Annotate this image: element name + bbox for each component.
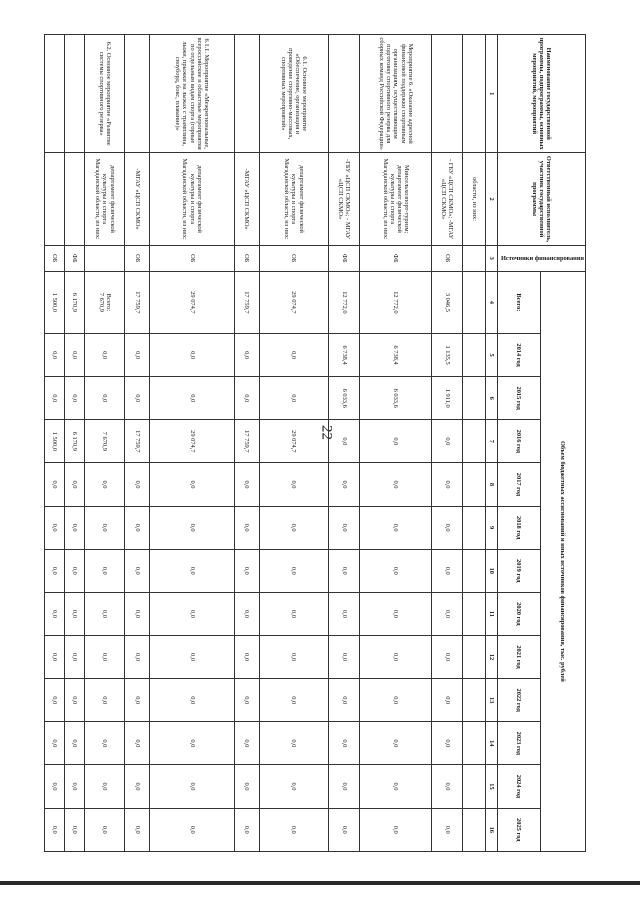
row-executor [65,153,85,245]
header-year: 2023 год [497,722,540,765]
row-year-value: 0,0 [432,635,463,678]
column-number-row [485,35,497,852]
row-year-value: 0,0 [65,808,85,851]
row-year-value: 0,0 [44,377,64,420]
row-year-value: 0,0 [235,635,260,678]
row-total [85,271,125,333]
row-year-value: 0,0 [125,765,150,808]
row-year-value: 0,0 [432,765,463,808]
row-year-value: 0,0 [329,679,360,722]
row-year-value: 17 759,7 [235,420,260,463]
row-year-value: 0,0 [65,377,85,420]
bottom-rule [0,881,640,885]
row-name [65,35,85,153]
header-year: 2025 год [497,808,540,851]
row-year-value: 0,0 [85,334,125,377]
row-year-value: 0,0 [360,679,432,722]
row-name: Мероприятие 6. «Оказание адресной финансовой поддержки спортивным организациям, осуществляющим подготовку спортивного резерва для сборных команд Российской Федерации» [360,35,432,153]
header-year: 2017 год [497,463,540,506]
row-year-value: 0,0 [235,765,260,808]
row-source: ФБ [360,245,432,271]
row-year-value: 0,0 [150,808,235,851]
row-name: 6.2. Основное мероприятие «Развитие системы спортивного резерва» [85,35,125,153]
row-year-value: 0,0 [85,506,125,549]
row-year-value: 0,0 [85,635,125,678]
row-name: 6.1. Основное мероприятие «Обеспечение, организация и проведение спортивно-массовых, спортивных мероприятий» [259,35,328,153]
row-year-value: 0,0 [259,722,328,765]
row-year-value: 0,0 [329,765,360,808]
row-name [125,35,150,153]
column-number: 15 [485,765,497,808]
table-row [44,35,64,852]
row-year-value: 0,0 [259,463,328,506]
row-year-value: 6 738,4 [329,334,360,377]
funding-table [44,34,586,852]
header-year: 2022 год [497,679,540,722]
row-source: ФБ [329,245,360,271]
row-year-value: 0,0 [235,377,260,420]
row-year-value: 0,0 [65,765,85,808]
page-number: 22 [318,425,335,440]
row-year-value: 6 170,9 [65,420,85,463]
row-year-value: 29 074,7 [150,420,235,463]
row-year-value [463,679,485,722]
row-year-value: 0,0 [44,679,64,722]
row-year-value: 0,0 [360,549,432,592]
row-year-value: 0,0 [150,463,235,506]
row-total: 3 046,5 [432,271,463,333]
row-year-value: 0,0 [125,377,150,420]
row-source: ФБ [65,245,85,271]
column-number: 16 [485,808,497,851]
row-year-value: 0,0 [150,377,235,420]
column-number: 7 [485,420,497,463]
table-row [463,35,485,852]
row-year-value: 0,0 [44,506,64,549]
header-source: Источники финансирования [497,245,585,271]
row-year-value: 0,0 [85,377,125,420]
row-year-value: 0,0 [329,506,360,549]
row-year-value: 0,0 [259,808,328,851]
table-row [150,35,235,852]
row-year-value: 0,0 [44,808,64,851]
row-year-value: 0,0 [360,765,432,808]
table-row [329,35,360,852]
row-total-value: 7 670,9 [97,292,105,312]
row-source: ОБ [150,245,235,271]
table-row [432,35,463,852]
row-name [329,35,360,153]
row-year-value: 0,0 [44,592,64,635]
row-year-value: 0,0 [44,765,64,808]
row-year-value: 0,0 [432,679,463,722]
row-year-value: 17 759,7 [125,420,150,463]
row-year-value: 0,0 [44,635,64,678]
row-year-value: 0,0 [150,549,235,592]
row-executor: департамент физической культуры и спорта Магаданской области, из них: [259,153,328,245]
table-row [259,35,328,852]
header-year: 2021 год [497,635,540,678]
row-year-value: 0,0 [235,549,260,592]
row-total: 29 074,7 [150,271,235,333]
row-year-value: 0,0 [235,506,260,549]
row-year-value: 0,0 [44,722,64,765]
row-year-value: 0,0 [125,334,150,377]
column-number: 5 [485,334,497,377]
row-year-value: 29 074,7 [259,420,328,463]
row-year-value: 0,0 [150,334,235,377]
row-year-value: 0,0 [259,377,328,420]
header-year: 2016 год [497,420,540,463]
row-executor: Минсельхозпорт-туризм; департамент физической культуры и спорта Магаданской области, из них: [360,153,432,245]
row-source: ОБ [125,245,150,271]
row-year-value: 0,0 [432,722,463,765]
row-year-value: 0,0 [329,549,360,592]
column-number: 6 [485,377,497,420]
row-source [85,245,125,271]
column-number: 9 [485,506,497,549]
header-year: 2015 год [497,377,540,420]
row-year-value: 0,0 [125,808,150,851]
header-year: 2020 год [497,592,540,635]
row-year-value: 0,0 [235,808,260,851]
row-executor: -МГАУ «ЦСП СКМО» [235,153,260,245]
row-total: 12 772,0 [360,271,432,333]
header-year: 2019 год [497,549,540,592]
row-year-value: 0,0 [85,549,125,592]
row-year-value [463,549,485,592]
header-year: 2018 год [497,506,540,549]
row-source: ОБ [259,245,328,271]
row-year-value: 0,0 [235,334,260,377]
row-total: 17 759,7 [235,271,260,333]
row-year-value: 0,0 [150,592,235,635]
row-year-value: 0,0 [150,765,235,808]
header-year: 2024 год [497,765,540,808]
row-year-value: 0,0 [329,592,360,635]
header-funding-group: Объем бюджетных ассигнований и иных источников финансирования, тыс. рублей [540,271,585,851]
row-year-value [463,506,485,549]
row-year-value: 0,0 [150,722,235,765]
row-year-value: 0,0 [259,506,328,549]
row-year-value: 0,0 [85,592,125,635]
row-total: 1 500,0 [44,271,64,333]
row-year-value: 0,0 [329,808,360,851]
row-year-value: 0,0 [432,506,463,549]
row-year-value: 0,0 [65,635,85,678]
row-total: 6 170,9 [65,271,85,333]
row-executor: области, из них: [463,153,485,245]
column-number: 3 [485,245,497,271]
header-executor: Ответственный исполнитель, участник государственной программы [497,153,585,245]
row-year-value: 0,0 [65,463,85,506]
row-year-value: 0,0 [360,463,432,506]
row-source: ОБ [432,245,463,271]
column-number: 10 [485,549,497,592]
column-number: 14 [485,722,497,765]
row-name [235,35,260,153]
row-year-value: 0,0 [150,506,235,549]
row-year-value: 1 135,5 [432,334,463,377]
header-year: 2014 год [497,334,540,377]
row-source: ОБ [44,245,64,271]
column-number: 4 [485,271,497,333]
row-year-value: 0,0 [432,549,463,592]
row-year-value: 0,0 [85,679,125,722]
row-year-value: 1 500,0 [44,420,64,463]
row-year-value: 0,0 [125,549,150,592]
row-total: 29 074,7 [259,271,328,333]
row-year-value: 0,0 [85,722,125,765]
row-year-value: 0,0 [235,592,260,635]
row-year-value: 0,0 [125,506,150,549]
table-row [85,35,125,852]
row-year-value: 6 033,6 [329,377,360,420]
row-year-value: 0,0 [432,463,463,506]
header-total: Всего: [497,271,540,333]
row-source: ОБ [235,245,260,271]
table-row [360,35,432,852]
row-year-value: 0,0 [65,549,85,592]
row-year-value: 0,0 [65,679,85,722]
row-year-value: 0,0 [259,592,328,635]
row-year-value: 0,0 [360,722,432,765]
row-year-value: 0,0 [235,679,260,722]
row-year-value [463,463,485,506]
row-name [44,35,64,153]
row-year-value: 0,0 [125,592,150,635]
row-year-value: 0,0 [432,592,463,635]
row-year-value: 0,0 [329,635,360,678]
row-year-value [463,722,485,765]
row-year-value: 0,0 [259,765,328,808]
column-number: 12 [485,635,497,678]
row-year-value: 1 911,0 [432,377,463,420]
row-year-value: 7 670,9 [85,420,125,463]
row-year-value: 0,0 [44,334,64,377]
row-year-value: 0,0 [432,420,463,463]
row-name [432,35,463,153]
row-year-value: 6 033,6 [360,377,432,420]
row-year-value: 0,0 [432,808,463,851]
row-total: 17 759,7 [125,271,150,333]
row-name: 6.1.1. Мероприятие «Межрегиональные, всероссийские и областные мероприятия по отдельным видам спорта (горные лыжи, прыжки на лыжах с трамплина, сноуборд, бокс, плавание)» [150,35,235,153]
row-year-value: 0,0 [329,420,360,463]
row-year-value [463,334,485,377]
row-year-value: 0,0 [259,635,328,678]
row-year-value: 0,0 [65,722,85,765]
row-year-value [463,592,485,635]
row-year-value: 0,0 [259,679,328,722]
row-year-value: 0,0 [360,420,432,463]
table-row [125,35,150,852]
row-year-value [463,377,485,420]
row-executor: -МГАУ «ЦСП СКМО» [125,153,150,245]
column-number: 11 [485,592,497,635]
row-year-value: 0,0 [259,334,328,377]
row-year-value: 0,0 [360,808,432,851]
row-total-label: Всего: [104,293,112,312]
row-total [463,271,485,333]
row-year-value: 0,0 [360,635,432,678]
row-year-value: 0,0 [235,722,260,765]
row-year-value: 0,0 [360,592,432,635]
row-year-value: 0,0 [44,549,64,592]
row-year-value: 0,0 [85,463,125,506]
row-year-value [463,765,485,808]
row-year-value: 0,0 [85,808,125,851]
column-number: 1 [485,35,497,153]
column-number: 2 [485,153,497,245]
row-year-value: 6 738,4 [360,334,432,377]
column-number: 13 [485,679,497,722]
row-executor: - ГБУ «ЦСП СКМО»; -МГАУ «ЦСП СКМО» [432,153,463,245]
table-row [65,35,85,852]
row-year-value: 0,0 [150,635,235,678]
row-year-value: 0,0 [329,463,360,506]
funding-table-container [50,34,586,852]
row-year-value: 0,0 [259,549,328,592]
row-name [463,35,485,153]
row-year-value: 0,0 [125,635,150,678]
row-year-value: 0,0 [329,722,360,765]
row-executor: департамент физической культуры и спорта Магаданской области, из них: [150,153,235,245]
row-source [463,245,485,271]
row-year-value: 0,0 [125,679,150,722]
row-year-value: 0,0 [65,334,85,377]
row-year-value [463,808,485,851]
table-row [235,35,260,852]
row-year-value: 0,0 [125,463,150,506]
row-year-value: 0,0 [65,592,85,635]
row-year-value [463,420,485,463]
header-name: Наименование государственной программы, подпрограммы, основных мероприятий, мероприятий [497,35,585,153]
row-year-value: 0,0 [65,506,85,549]
row-year-value: 0,0 [360,506,432,549]
row-year-value: 0,0 [125,722,150,765]
row-year-value: 0,0 [44,463,64,506]
row-year-value: 0,0 [150,679,235,722]
row-executor [44,153,64,245]
row-executor: департамент физической культуры и спорта Магаданской области, из них: [85,153,125,245]
row-executor: -ГБУ «ЦСП СКМО»; - МГАУ «ЦСП СКМО» [329,153,360,245]
row-year-value [463,635,485,678]
row-total: 12 772,0 [329,271,360,333]
column-number: 8 [485,463,497,506]
row-year-value: 0,0 [235,463,260,506]
row-year-value: 0,0 [85,765,125,808]
